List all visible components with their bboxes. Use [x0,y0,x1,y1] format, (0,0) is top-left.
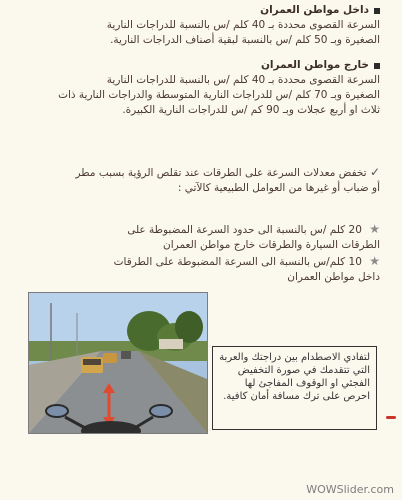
section-heading [20,58,380,73]
section-line: ثلاث او أربع عجلات وبـ 90 كم /س للدراجات النارية الكبيرة. [122,104,380,116]
star-text: 10 كلم/س بالنسبة الى السرعة المضبوطة على الطرقات [113,256,362,268]
star-text: 20 كلم /س بالنسبة الى حدود السرعة المضبوطة على [127,224,362,236]
star-line: داخل مواطن العمران [287,271,380,283]
star-line: الطرقات السيارة والطرقات خارج مواطن العمران [163,239,380,251]
section-line: الصغيرة وبـ 50 كلم /س بالنسبة لبقية أصناف الدراجات النارية. [110,34,380,46]
safety-tip-box [212,346,377,430]
checkmark-icon: ✓ [369,165,380,179]
reduce-text: تخفض معدلات السرعة على الطرقات عند تقلص الرؤية بسبب مطر [75,167,367,179]
road-scene-illustration [29,293,207,433]
star-item-city [20,254,380,285]
tip-text: لتفادي الاصطدام بين دراجتك والعربة التي تتقدمك في صورة التخفيض الفجئي او الوقوف المفاجئ لها احرص على ترك مسافة أمان كافية. [219,352,370,402]
section-line: السرعة القصوى محددة بـ 40 كلم /س بالنسبة للدراجات النارية [106,74,380,86]
star-line [20,222,380,238]
section-outside-city [20,58,380,118]
red-corner-mark [386,416,396,419]
heading-text: داخل مواطن العمران [260,4,369,16]
reduce-speed-paragraph [10,165,380,196]
section-line: السرعة القصوى محددة بـ 40 كلم /س بالنسبة للدراجات النارية [106,19,380,31]
section-inside-city [20,3,380,48]
road-photo [28,292,208,434]
star-icon: ★ [369,222,380,236]
watermark: WOWSlider.com [306,483,394,496]
heading-text: خارج مواطن العمران [260,59,369,71]
star-icon: ★ [369,254,380,268]
reduce-line: أو ضباب أو غيرها من العوامل الطبيعية كالآتي : [177,182,380,194]
star-line [20,254,380,270]
section-line: الصغيرة وبـ 70 كلم /س للدراجات النارية المتوسطة والدراجات النارية ذات [58,89,380,101]
square-bullet-icon [374,63,380,69]
reduce-line [10,165,380,181]
star-item-highway [20,222,380,253]
section-heading [20,3,380,18]
square-bullet-icon [374,8,380,14]
